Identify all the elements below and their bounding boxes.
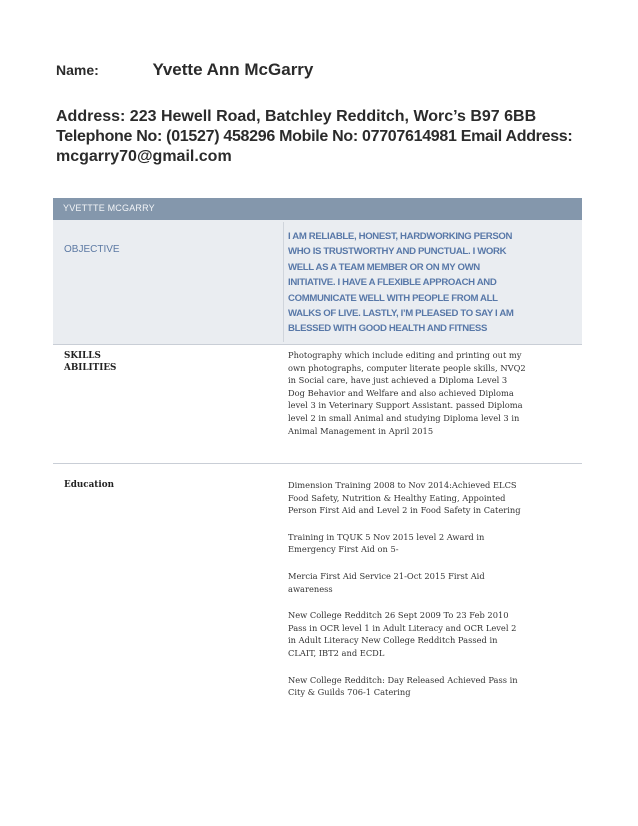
- education-entry: Mercia First Aid Service 21-Oct 2015 First Aid awareness: [288, 570, 485, 594]
- column-divider: [283, 222, 284, 342]
- education-label: Education: [64, 480, 114, 490]
- education-entry: New College Redditch: Day Released Achieved Pass in City & Guilds 706-1 Catering: [288, 674, 518, 698]
- name-label: Name:: [56, 62, 99, 78]
- banner-title: YVETTTE MCGARRY: [63, 203, 155, 213]
- objective-text: I AM RELIABLE, HONEST, HARDWORKING PERSON WHO IS TRUSTWORTHY AND PUNCTUAL. I WORK WELL AS A TEAM MEMBER OR ON MY OWN INITIATIVE. I HAVE A FLEXIBLE APPROACH AND COMMUNICATE WELL WITH PEOPLE FROM ALL WALKS OF LIVE. LASTLY, I’M PLEASED TO SAY I AM BLESSED WITH GOOD HEALTH AND FITNESS: [288, 231, 514, 335]
- objective-label: OBJECTIVE: [64, 244, 120, 255]
- skills-label: [64, 350, 116, 374]
- skills-text: Photography which include editing and printing out my own photographs, computer literate people skills, NVQ2 in Social care, have just achieved a Diploma Level 3 Dog Behavior and Welfare and also achieved Diploma level 3 in Veterinary Support Assistant. passed Diploma level 2 in small Animal and studying Diploma level 3 in Animal Management in April 2015: [288, 350, 526, 436]
- skills-label-line: SKILLS: [64, 351, 101, 361]
- section-divider: [53, 463, 582, 464]
- education-entry: Training in TQUK 5 Nov 2015 level 2 Award in Emergency First Aid on 5-: [288, 531, 485, 555]
- telephone-line: Telephone No: (01527) 458296 Mobile No: 07707614981 Email Address:: [56, 128, 573, 145]
- education-list: [288, 479, 526, 713]
- address-line: Address: 223 Hewell Road, Batchley Redditch, Worc’s B97 6BB: [56, 108, 537, 125]
- email-line: mcgarry70@gmail.com: [56, 148, 232, 165]
- name-row: [56, 60, 596, 80]
- name-banner: [53, 198, 582, 220]
- section-divider: [53, 344, 582, 345]
- education-entry: New College Redditch 26 Sept 2009 To 23 Feb 2010 Pass in OCR level 1 in Adult Literacy and OCR Level 2 in Adult Literacy New College Redditch Passed in CLAIT, IBT2 and ECDL: [288, 610, 517, 658]
- name-value: Yvette Ann McGarry: [152, 60, 314, 79]
- education-entry: Dimension Training 2008 to Nov 2014:Achieved ELCS Food Safety, Nutrition & Healthy Eating, Appointed Person First Aid and Level 2 in Food Safety in Catering: [288, 480, 521, 516]
- abilities-label-line: ABILITIES: [64, 363, 117, 373]
